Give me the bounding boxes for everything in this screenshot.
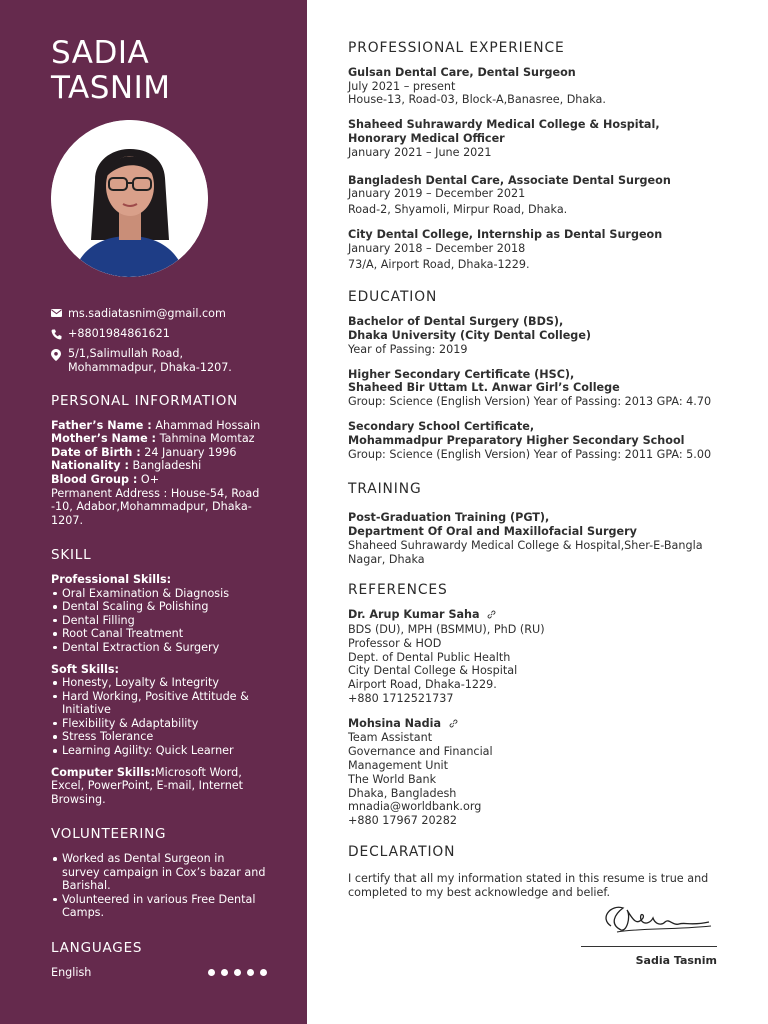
declaration-text: I certify that all my information stated in this resume is true and [348, 871, 709, 885]
reference-line: City Dental College & Hospital [348, 664, 518, 678]
language-level-dots [208, 969, 267, 976]
experience-entry [348, 118, 720, 159]
phone-icon [51, 327, 68, 340]
permanent-address-line: -10, Adabor,Mohammadpur, Dhaka- [51, 500, 252, 514]
references-section [348, 584, 720, 828]
experience-title: Honorary Medical Officer [348, 131, 505, 145]
level-dot [234, 969, 241, 976]
list-item [51, 893, 281, 920]
reference-entry [348, 717, 720, 828]
permanent-address-line: 1207. [51, 513, 84, 527]
list-item: Dental Scaling & Polishing [51, 600, 281, 614]
experience-title: Gulsan Dental Care, Dental Surgeon [348, 65, 576, 79]
education-title: Mohammadpur Preparatory Higher Secondary School [348, 433, 685, 447]
experience-heading: PROFESSIONAL EXPERIENCE [348, 40, 565, 56]
experience-address: House-13, Road-03, Block-A,Banasree, Dhaka. [348, 93, 606, 107]
candidate-name [51, 36, 281, 106]
sidebar [0, 0, 307, 1024]
link-icon[interactable] [487, 609, 496, 623]
computer-skills-value: Microsoft Word, [155, 765, 242, 779]
education-title: Bachelor of Dental Surgery (BDS), [348, 315, 564, 329]
reference-line: The World Bank [348, 772, 437, 786]
education-details: Group: Science (English Version) Year of Passing: 2011 GPA: 5.00 [348, 447, 712, 461]
education-entry [348, 315, 720, 356]
list-item [51, 690, 281, 717]
professional-skills-heading: Professional Skills: [51, 572, 172, 586]
reference-line: Professor & HOD [348, 636, 442, 650]
skill-heading: SKILL [51, 547, 92, 564]
signature-name: Sadia Tasnim [635, 954, 717, 967]
list-item: Dental Filling [51, 614, 281, 628]
list-item-line: survey campaign in Cox’s bazar and [62, 865, 266, 879]
experience-entry [348, 66, 720, 107]
level-dot [260, 969, 267, 976]
training-heading: TRAINING [348, 481, 422, 498]
declaration-heading: DECLARATION [348, 844, 456, 861]
level-dot [247, 969, 254, 976]
signature-image [581, 896, 717, 938]
nationality-label: Nationality : [51, 459, 129, 473]
computer-skills-label: Computer Skills: [51, 765, 156, 779]
reference-email[interactable]: mnadia@worldbank.org [348, 800, 482, 814]
father-name-row [51, 419, 281, 433]
signature-line [581, 946, 717, 947]
references-heading: REFERENCES [348, 582, 448, 599]
contact-email[interactable] [51, 307, 281, 321]
education-details: Group: Science (English Version) Year of Passing: 2013 GPA: 4.70 [348, 395, 712, 409]
main-column [348, 42, 720, 909]
experience-dates: January 2019 – December 2021 [348, 187, 526, 201]
phone-text: +8801984861621 [68, 327, 170, 340]
reference-line: Team Assistant [348, 731, 433, 745]
personal-info-heading: PERSONAL INFORMATION [51, 393, 239, 409]
mother-name-row [51, 432, 281, 446]
experience-dates: July 2021 – present [348, 79, 456, 93]
computer-skills-line-1 [51, 766, 281, 780]
training-entry [348, 511, 720, 566]
education-title: Higher Secondary Certificate (HSC), [348, 367, 575, 381]
list-item: Dental Extraction & Surgery [51, 641, 281, 655]
father-name-label: Father’s Name : [51, 418, 152, 432]
reference-line: Dhaka, Bangladesh [348, 786, 457, 800]
list-item-line: Volunteered in various Free Dental [62, 892, 256, 906]
profile-photo [51, 120, 208, 277]
education-title: Secondary School Certificate, [348, 419, 535, 433]
level-dot [208, 969, 215, 976]
reference-name-row [348, 608, 720, 623]
volunteering-list [51, 852, 281, 920]
mother-name-value: Tahmina Momtaz [156, 432, 255, 446]
blood-group-row [51, 473, 281, 487]
signature-block [581, 896, 717, 967]
experience-title: Shaheed Suhrawardy Medical College & Hospital, [348, 118, 660, 132]
training-title: Post-Graduation Training (PGT), [348, 511, 550, 525]
languages-heading: LANGUAGES [51, 940, 143, 956]
reference-line: BDS (DU), MPH (BSMMU), PhD (RU) [348, 622, 545, 636]
language-name: English [51, 965, 92, 979]
training-location: Nagar, Dhaka [348, 552, 425, 566]
declaration-text: completed to my best acknowledge and belief. [348, 885, 611, 899]
education-entry [348, 368, 720, 409]
volunteering-heading: VOLUNTEERING [51, 826, 167, 843]
list-item [51, 852, 281, 893]
reference-line: +880 1712521737 [348, 691, 454, 705]
experience-dates: January 2021 – June 2021 [348, 145, 492, 159]
list-item: Learning Agility: Quick Learner [51, 744, 281, 758]
education-heading: EDUCATION [348, 289, 438, 306]
reference-line: Dept. of Dental Public Health [348, 650, 511, 664]
soft-skills-heading: Soft Skills: [51, 662, 119, 676]
location-pin-icon [51, 347, 68, 361]
list-item-line: Initiative [62, 703, 111, 717]
reference-line: Management Unit [348, 759, 449, 773]
training-title: Department Of Oral and Maxillofacial Surgery [348, 524, 637, 538]
personal-info [51, 419, 281, 528]
link-icon[interactable] [449, 718, 458, 732]
experience-entry [348, 174, 720, 217]
list-item-line: Hard Working, Positive Attitude & [62, 689, 249, 703]
experience-address: 73/A, Airport Road, Dhaka-1229. [348, 257, 530, 271]
reference-line: Airport Road, Dhaka-1229. [348, 678, 497, 692]
experience-title: Bangladesh Dental Care, Associate Dental Surgeon [348, 173, 671, 187]
address-line-2: Mohammadpur, Dhaka-1207. [68, 361, 232, 374]
list-item: Flexibility & Adaptability [51, 717, 281, 731]
list-item: Root Canal Treatment [51, 627, 281, 641]
soft-skills-list [51, 676, 281, 758]
experience-entry [348, 228, 720, 271]
experience-address: Road-2, Shyamoli, Mirpur Road, Dhaka. [348, 203, 568, 217]
mother-name-label: Mother’s Name : [51, 432, 157, 446]
education-details: Year of Passing: 2019 [348, 342, 468, 356]
reference-entry [348, 608, 720, 706]
dob-label: Date of Birth : [51, 445, 141, 459]
experience-title: City Dental College, Internship as Dental Surgeon [348, 227, 663, 241]
computer-skills-line: Excel, PowerPoint, E-mail, Internet [51, 779, 244, 793]
computer-skills-line: Browsing. [51, 792, 106, 806]
dob-value: 24 January 1996 [140, 445, 237, 459]
address-text [68, 347, 232, 375]
level-dot [221, 969, 228, 976]
training-location: Shaheed Suhrawardy Medical College & Hospital,Sher-E-Bangla [348, 538, 703, 552]
computer-skills [51, 766, 281, 807]
contact-phone[interactable] [51, 327, 281, 341]
reference-name: Mohsina Nadia [348, 716, 441, 730]
experience-dates: January 2018 – December 2018 [348, 241, 526, 255]
list-item-line: Barishal. [62, 879, 111, 893]
name-last: TASNIM [51, 70, 171, 106]
permanent-address-line: Permanent Address : House-54, Road [51, 486, 260, 500]
education-title: Dhaka University (City Dental College) [348, 328, 592, 342]
dob-row [51, 446, 281, 460]
reference-name-row [348, 717, 720, 732]
education-section [348, 291, 720, 461]
experience-section [348, 42, 720, 271]
father-name-value: Ahammad Hossain [151, 418, 261, 432]
blood-group-value: O+ [137, 472, 160, 486]
blood-group-label: Blood Group : [51, 472, 138, 486]
reference-line: +880 17967 20282 [348, 814, 458, 828]
list-item-line: Camps. [62, 906, 105, 920]
list-item: Oral Examination & Diagnosis [51, 587, 281, 601]
education-entry [348, 420, 720, 461]
list-item-line: Worked as Dental Surgeon in [62, 852, 225, 866]
reference-line: Governance and Financial [348, 745, 493, 759]
email-icon [51, 307, 68, 317]
reference-name: Dr. Arup Kumar Saha [348, 608, 480, 622]
permanent-address [51, 487, 281, 528]
nationality-row [51, 459, 281, 473]
declaration-section [348, 846, 720, 899]
list-item: Stress Tolerance [51, 730, 281, 744]
name-first: SADIA [51, 35, 150, 71]
email-text: ms.sadiatasnim@gmail.com [68, 307, 226, 320]
education-title: Shaheed Bir Uttam Lt. Anwar Girl’s College [348, 381, 620, 395]
training-section [348, 483, 720, 566]
professional-skills-list [51, 587, 281, 655]
list-item: Honesty, Loyalty & Integrity [51, 676, 281, 690]
language-row [51, 966, 281, 980]
address-line-1: 5/1,Salimullah Road, [68, 347, 184, 360]
nationality-value: Bangladeshi [128, 459, 202, 473]
contact-address [51, 347, 281, 375]
